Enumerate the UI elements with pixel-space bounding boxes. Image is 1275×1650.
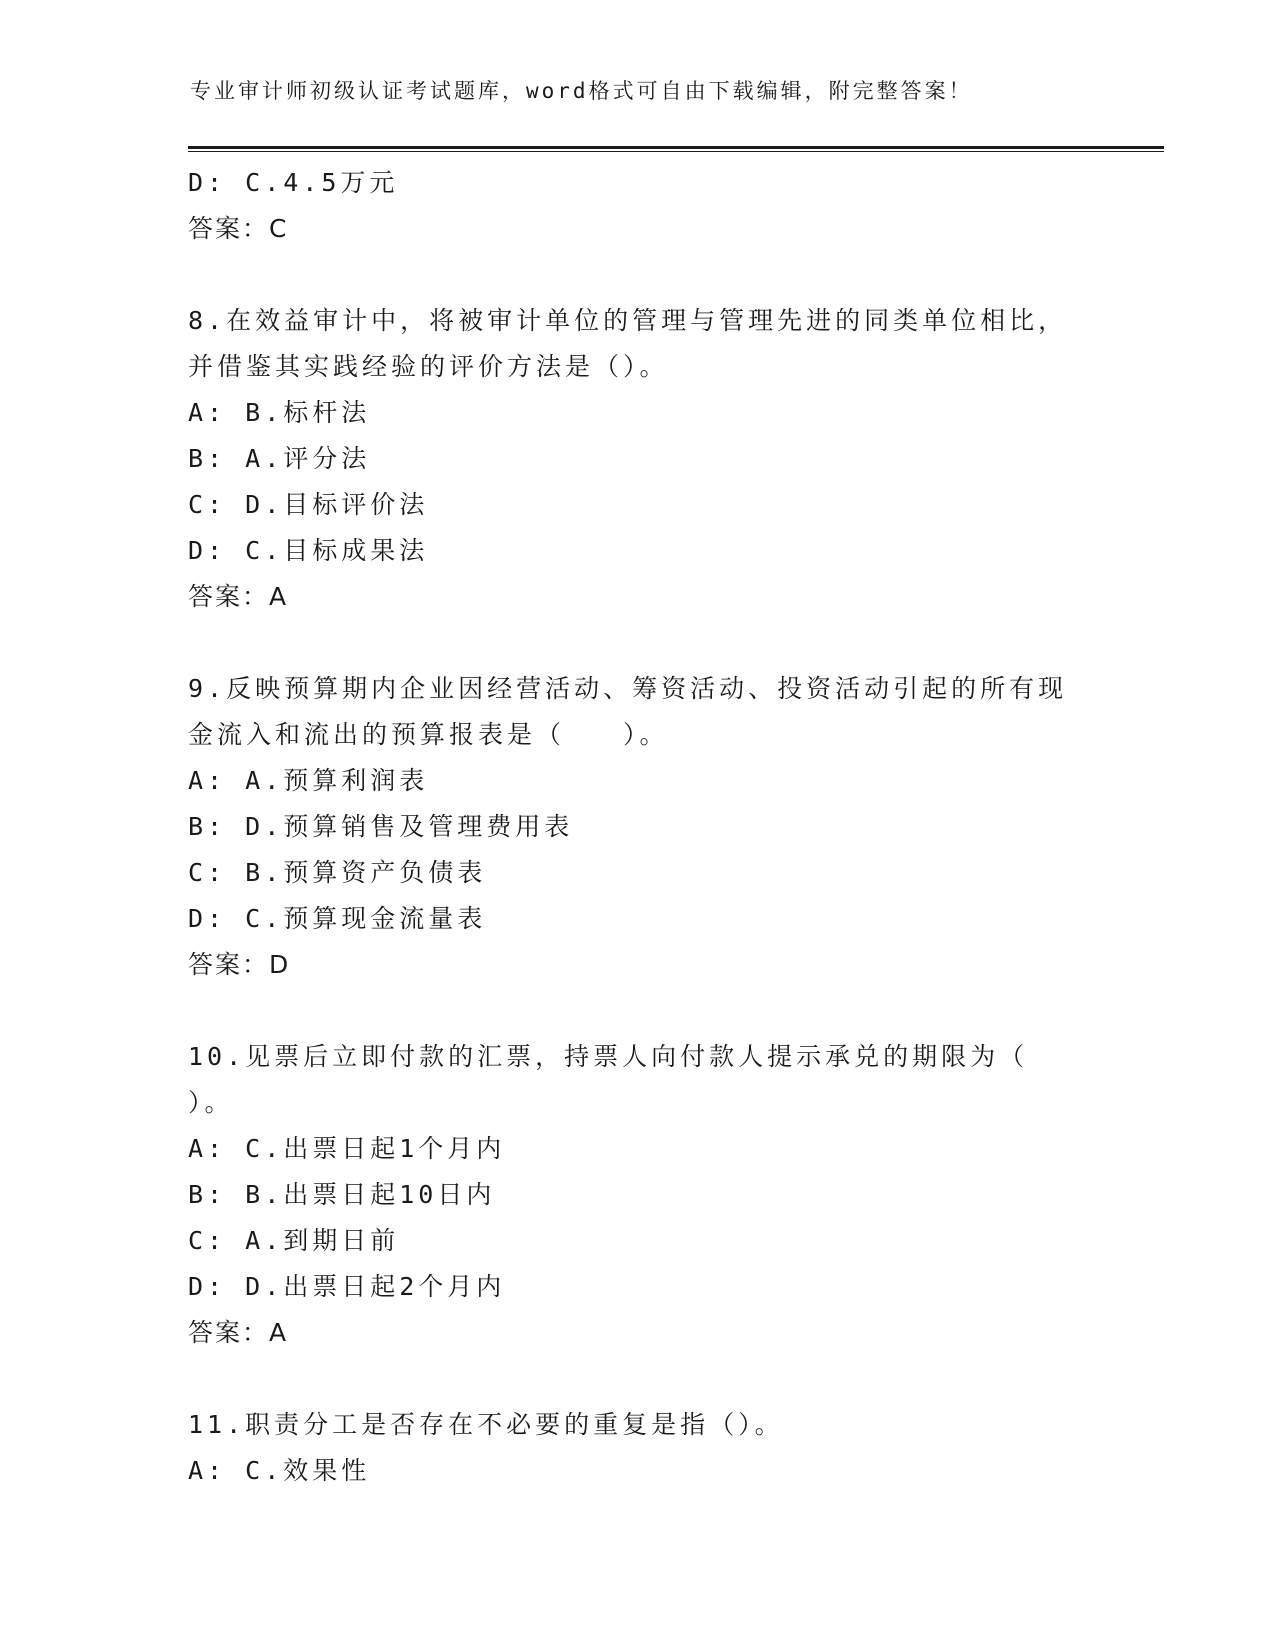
option-d: D: C.预算现金流量表 — [188, 904, 487, 933]
question-stem: 8.在效益审计中，将被审计单位的管理与管理先进的同类单位相比， — [188, 306, 1068, 335]
question-stem: 并借鉴其实践经验的评价方法是（）。 — [188, 352, 669, 381]
answer: 答案：D — [188, 950, 291, 979]
answer: 答案：C — [188, 214, 289, 243]
answer: 答案：A — [188, 1318, 289, 1347]
question-8 — [188, 298, 1088, 620]
header-divider-thick — [188, 146, 1164, 149]
answer: 答案：A — [188, 582, 289, 611]
option-d: D: C.目标成果法 — [188, 536, 429, 565]
option-c: C: D.目标评价法 — [188, 490, 429, 519]
option-b: B: A.评分法 — [188, 444, 371, 473]
option-a: A: B.标杆法 — [188, 398, 371, 427]
option-b: B: D.预算销售及管理费用表 — [188, 812, 574, 841]
option-c: C: B.预算资产负债表 — [188, 858, 487, 887]
option-a: A: C.出票日起1个月内 — [188, 1134, 506, 1163]
question-stem: 11.职责分工是否存在不必要的重复是指（）。 — [188, 1410, 784, 1439]
question-content — [188, 160, 1088, 1494]
option-a: A: A.预算利润表 — [188, 766, 429, 795]
option-b: B: B.出票日起10日内 — [188, 1180, 496, 1209]
question-stem: ）。 — [188, 1088, 234, 1117]
question-11 — [188, 1402, 1088, 1494]
header-divider-thin — [188, 151, 1164, 152]
question-10 — [188, 1034, 1088, 1356]
option-d: D: D.出票日起2个月内 — [188, 1272, 506, 1301]
question-stem: 9.反映预算期内企业因经营活动、筹资活动、投资活动引起的所有现 — [188, 674, 1068, 703]
question-stem: 10.见票后立即付款的汇票，持票人向付款人提示承兑的期限为（ — [188, 1042, 1029, 1071]
option-c: C: A.到期日前 — [188, 1226, 400, 1255]
question-9 — [188, 666, 1088, 988]
document-header: 专业审计师初级认证考试题库，word格式可自由下载编辑，附完整答案！ — [190, 79, 973, 103]
option-d: D: C.4.5万元 — [188, 168, 399, 197]
option-a: A: C.效果性 — [188, 1456, 371, 1485]
question-stem: 金流入和流出的预算报表是（ ）。 — [188, 720, 669, 749]
